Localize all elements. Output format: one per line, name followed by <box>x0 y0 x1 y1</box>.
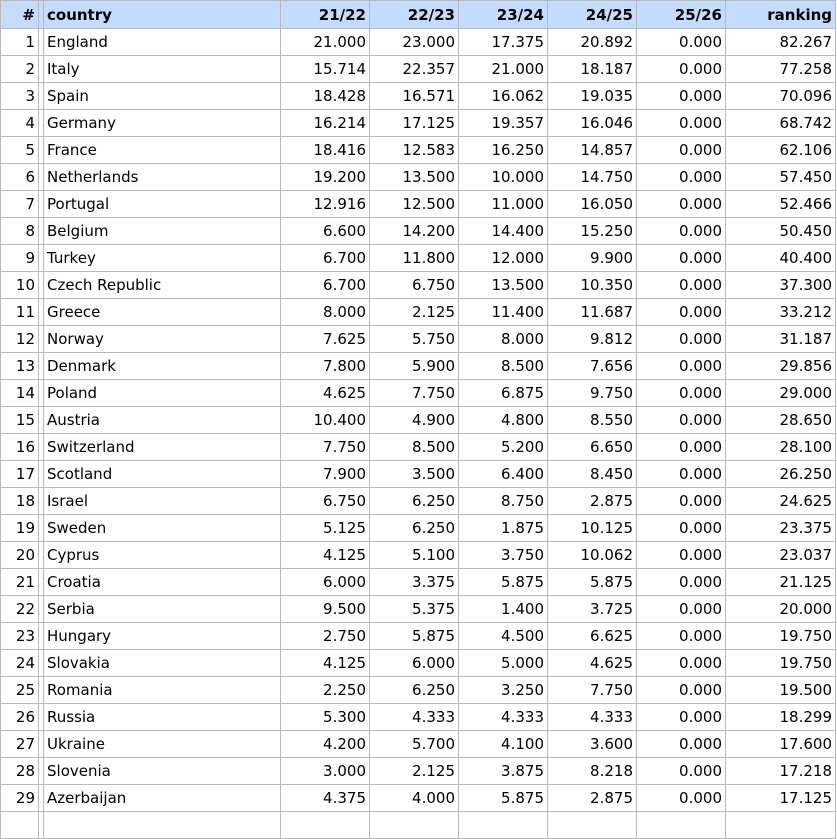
cell-season-22-23: 4.333 <box>370 704 459 731</box>
cell-season-21-22: 16.214 <box>281 110 370 137</box>
cell-season-22-23: 3.375 <box>370 569 459 596</box>
cell-season-22-23: 14.200 <box>370 218 459 245</box>
cell-season-21-22: 6.750 <box>281 488 370 515</box>
cell-season-22-23: 5.700 <box>370 731 459 758</box>
cell-number: 25 <box>1 677 39 704</box>
cell-season-23-24: 21.000 <box>459 56 548 83</box>
cell-ranking: 29.856 <box>726 353 836 380</box>
cell-season-21-22: 7.625 <box>281 326 370 353</box>
cell-country: Serbia <box>44 596 281 623</box>
cell-season-21-22: 8.000 <box>281 299 370 326</box>
cell-season-25-26: 0.000 <box>637 245 726 272</box>
cell-season-23-24: 5.000 <box>459 650 548 677</box>
cell-season-24-25: 10.350 <box>548 272 637 299</box>
table-row[interactable] <box>1 191 836 218</box>
cell-season-22-23: 2.125 <box>370 758 459 785</box>
cell-season-23-24: 17.375 <box>459 29 548 56</box>
cell-season-21-22: 7.750 <box>281 434 370 461</box>
table-row[interactable] <box>1 758 836 785</box>
cell-season-25-26: 0.000 <box>637 596 726 623</box>
cell-season-22-23: 5.750 <box>370 326 459 353</box>
cell-season-22-23: 6.250 <box>370 677 459 704</box>
cell-season-22-23: 23.000 <box>370 29 459 56</box>
cell-number: 13 <box>1 353 39 380</box>
cell-season-25-26: 0.000 <box>637 137 726 164</box>
cell-season-22-23: 8.500 <box>370 434 459 461</box>
cell-season-24-25: 16.050 <box>548 191 637 218</box>
cell-season-25-26: 0.000 <box>637 569 726 596</box>
cell-ranking: 24.625 <box>726 488 836 515</box>
cell-season-22-23: 6.250 <box>370 515 459 542</box>
cell-ranking: 68.742 <box>726 110 836 137</box>
cell-season-24-25: 8.550 <box>548 407 637 434</box>
cell-season-24-25: 8.218 <box>548 758 637 785</box>
cell-number: 9 <box>1 245 39 272</box>
cell-number: 5 <box>1 137 39 164</box>
table-row[interactable] <box>1 272 836 299</box>
cell-season-22-23: 5.875 <box>370 623 459 650</box>
cell-season-21-22: 6.700 <box>281 245 370 272</box>
cell-season-25-26: 0.000 <box>637 704 726 731</box>
cell-season-24-25: 9.750 <box>548 380 637 407</box>
table-row[interactable] <box>1 326 836 353</box>
cell-season-24-25: 15.250 <box>548 218 637 245</box>
cell-season-22-23: 16.571 <box>370 83 459 110</box>
cell-season-24-25: 19.035 <box>548 83 637 110</box>
cell-country: Turkey <box>44 245 281 272</box>
cell-ranking: 62.106 <box>726 137 836 164</box>
cell-ranking: 52.466 <box>726 191 836 218</box>
cell-season-22-23: 13.500 <box>370 164 459 191</box>
table-row[interactable] <box>1 137 836 164</box>
cell-number: 10 <box>1 272 39 299</box>
cell-season-25-26: 0.000 <box>637 110 726 137</box>
cell-country: Israel <box>44 488 281 515</box>
cell-season-24-25: 18.187 <box>548 56 637 83</box>
cell-season-22-23 <box>370 812 459 839</box>
cell-season-25-26: 0.000 <box>637 164 726 191</box>
table-row[interactable] <box>1 110 836 137</box>
cell-season-22-23: 6.250 <box>370 488 459 515</box>
cell-season-23-24: 5.200 <box>459 434 548 461</box>
cell-season-21-22: 9.500 <box>281 596 370 623</box>
cell-season-24-25: 3.725 <box>548 596 637 623</box>
cell-season-22-23: 6.750 <box>370 272 459 299</box>
cell-season-24-25: 8.450 <box>548 461 637 488</box>
cell-ranking: 23.037 <box>726 542 836 569</box>
cell-season-23-24: 4.333 <box>459 704 548 731</box>
cell-ranking: 17.600 <box>726 731 836 758</box>
column-header-season-24-25[interactable]: 24/25 <box>548 1 637 29</box>
cell-season-23-24: 11.400 <box>459 299 548 326</box>
cell-ranking: 82.267 <box>726 29 836 56</box>
cell-number: 12 <box>1 326 39 353</box>
cell-season-25-26: 0.000 <box>637 461 726 488</box>
cell-ranking: 28.650 <box>726 407 836 434</box>
cell-number: 19 <box>1 515 39 542</box>
cell-country: Azerbaijan <box>44 785 281 812</box>
cell-season-21-22: 15.714 <box>281 56 370 83</box>
cell-number: 21 <box>1 569 39 596</box>
cell-season-25-26: 0.000 <box>637 623 726 650</box>
cell-season-23-24: 3.250 <box>459 677 548 704</box>
table-row[interactable] <box>1 299 836 326</box>
cell-ranking: 77.258 <box>726 56 836 83</box>
cell-season-24-25: 9.900 <box>548 245 637 272</box>
cell-country: France <box>44 137 281 164</box>
cell-ranking: 17.125 <box>726 785 836 812</box>
cell-ranking: 37.300 <box>726 272 836 299</box>
cell-ranking: 40.400 <box>726 245 836 272</box>
cell-number: 3 <box>1 83 39 110</box>
cell-country: Poland <box>44 380 281 407</box>
cell-country: Norway <box>44 326 281 353</box>
cell-season-21-22 <box>281 812 370 839</box>
cell-season-24-25: 7.656 <box>548 353 637 380</box>
cell-ranking: 18.299 <box>726 704 836 731</box>
table-body <box>1 29 836 839</box>
cell-season-25-26: 0.000 <box>637 731 726 758</box>
table-row[interactable] <box>1 569 836 596</box>
cell-season-21-22: 5.300 <box>281 704 370 731</box>
cell-season-21-22: 4.375 <box>281 785 370 812</box>
cell-season-22-23: 5.900 <box>370 353 459 380</box>
cell-season-25-26: 0.000 <box>637 326 726 353</box>
cell-season-21-22: 4.125 <box>281 542 370 569</box>
cell-season-23-24: 4.500 <box>459 623 548 650</box>
cell-season-23-24: 12.000 <box>459 245 548 272</box>
cell-season-23-24: 14.400 <box>459 218 548 245</box>
cell-country: England <box>44 29 281 56</box>
cell-season-21-22: 10.400 <box>281 407 370 434</box>
cell-season-25-26: 0.000 <box>637 488 726 515</box>
cell-season-24-25: 14.750 <box>548 164 637 191</box>
cell-number <box>1 812 39 839</box>
cell-season-22-23: 12.583 <box>370 137 459 164</box>
cell-season-21-22: 21.000 <box>281 29 370 56</box>
cell-ranking: 57.450 <box>726 164 836 191</box>
cell-season-23-24: 1.400 <box>459 596 548 623</box>
cell-number: 2 <box>1 56 39 83</box>
cell-season-22-23: 7.750 <box>370 380 459 407</box>
cell-season-23-24: 6.875 <box>459 380 548 407</box>
cell-season-23-24: 1.875 <box>459 515 548 542</box>
table-row[interactable] <box>1 785 836 812</box>
cell-season-23-24: 5.875 <box>459 785 548 812</box>
cell-ranking: 33.212 <box>726 299 836 326</box>
cell-season-24-25: 2.875 <box>548 488 637 515</box>
cell-season-24-25: 20.892 <box>548 29 637 56</box>
cell-country: Netherlands <box>44 164 281 191</box>
cell-season-24-25 <box>548 812 637 839</box>
cell-season-21-22: 5.125 <box>281 515 370 542</box>
cell-country: Hungary <box>44 623 281 650</box>
cell-season-25-26: 0.000 <box>637 542 726 569</box>
cell-country <box>44 812 281 839</box>
cell-season-23-24: 5.875 <box>459 569 548 596</box>
cell-country: Slovenia <box>44 758 281 785</box>
cell-season-22-23: 4.900 <box>370 407 459 434</box>
cell-season-22-23: 17.125 <box>370 110 459 137</box>
cell-season-22-23: 2.125 <box>370 299 459 326</box>
cell-country: Czech Republic <box>44 272 281 299</box>
cell-number: 20 <box>1 542 39 569</box>
table-row[interactable] <box>1 515 836 542</box>
cell-season-22-23: 4.000 <box>370 785 459 812</box>
cell-season-21-22: 18.416 <box>281 137 370 164</box>
cell-country: Ukraine <box>44 731 281 758</box>
cell-season-24-25: 4.333 <box>548 704 637 731</box>
cell-season-23-24: 13.500 <box>459 272 548 299</box>
cell-ranking: 26.250 <box>726 461 836 488</box>
table-row[interactable] <box>1 245 836 272</box>
cell-season-21-22: 7.900 <box>281 461 370 488</box>
cell-season-23-24: 4.800 <box>459 407 548 434</box>
cell-season-25-26: 0.000 <box>637 758 726 785</box>
cell-season-25-26: 0.000 <box>637 272 726 299</box>
cell-season-23-24: 8.500 <box>459 353 548 380</box>
cell-number: 11 <box>1 299 39 326</box>
cell-country: Austria <box>44 407 281 434</box>
cell-season-23-24: 8.000 <box>459 326 548 353</box>
cell-season-25-26 <box>637 812 726 839</box>
cell-country: Sweden <box>44 515 281 542</box>
cell-season-24-25: 6.650 <box>548 434 637 461</box>
column-header-season-21-22[interactable]: 21/22 <box>281 1 370 29</box>
cell-season-25-26: 0.000 <box>637 434 726 461</box>
table-row[interactable] <box>1 461 836 488</box>
table-row[interactable] <box>1 623 836 650</box>
column-header-number[interactable]: # <box>1 1 39 29</box>
cell-number: 6 <box>1 164 39 191</box>
cell-number: 8 <box>1 218 39 245</box>
cell-season-25-26: 0.000 <box>637 83 726 110</box>
cell-number: 4 <box>1 110 39 137</box>
cell-country: Greece <box>44 299 281 326</box>
cell-season-23-24: 4.100 <box>459 731 548 758</box>
cell-season-21-22: 18.428 <box>281 83 370 110</box>
table-row[interactable] <box>1 704 836 731</box>
cell-country: Portugal <box>44 191 281 218</box>
cell-season-21-22: 2.250 <box>281 677 370 704</box>
cell-season-25-26: 0.000 <box>637 785 726 812</box>
cell-country: Germany <box>44 110 281 137</box>
cell-season-24-25: 3.600 <box>548 731 637 758</box>
cell-season-24-25: 2.875 <box>548 785 637 812</box>
cell-country: Denmark <box>44 353 281 380</box>
cell-season-25-26: 0.000 <box>637 191 726 218</box>
cell-season-24-25: 10.125 <box>548 515 637 542</box>
cell-season-22-23: 5.100 <box>370 542 459 569</box>
table-row[interactable] <box>1 650 836 677</box>
cell-season-23-24: 19.357 <box>459 110 548 137</box>
cell-season-25-26: 0.000 <box>637 380 726 407</box>
cell-ranking: 23.375 <box>726 515 836 542</box>
cell-season-21-22: 4.125 <box>281 650 370 677</box>
cell-season-21-22: 7.800 <box>281 353 370 380</box>
cell-season-23-24: 16.250 <box>459 137 548 164</box>
cell-season-23-24: 16.062 <box>459 83 548 110</box>
cell-season-21-22: 19.200 <box>281 164 370 191</box>
cell-season-23-24: 3.750 <box>459 542 548 569</box>
cell-season-25-26: 0.000 <box>637 515 726 542</box>
cell-season-23-24: 11.000 <box>459 191 548 218</box>
cell-season-21-22: 2.750 <box>281 623 370 650</box>
cell-country: Italy <box>44 56 281 83</box>
cell-country: Croatia <box>44 569 281 596</box>
cell-ranking: 17.218 <box>726 758 836 785</box>
table-row[interactable] <box>1 56 836 83</box>
cell-season-21-22: 3.000 <box>281 758 370 785</box>
cell-country: Switzerland <box>44 434 281 461</box>
table-row[interactable] <box>1 812 836 839</box>
cell-number: 1 <box>1 29 39 56</box>
cell-ranking: 20.000 <box>726 596 836 623</box>
cell-season-24-25: 5.875 <box>548 569 637 596</box>
table-row[interactable] <box>1 83 836 110</box>
header-row <box>1 1 836 29</box>
cell-ranking: 19.750 <box>726 623 836 650</box>
cell-season-25-26: 0.000 <box>637 407 726 434</box>
cell-season-21-22: 6.600 <box>281 218 370 245</box>
cell-season-24-25: 11.687 <box>548 299 637 326</box>
cell-number: 15 <box>1 407 39 434</box>
cell-season-25-26: 0.000 <box>637 650 726 677</box>
cell-season-23-24 <box>459 812 548 839</box>
cell-number: 14 <box>1 380 39 407</box>
cell-ranking <box>726 812 836 839</box>
cell-number: 27 <box>1 731 39 758</box>
column-header-season-23-24[interactable]: 23/24 <box>459 1 548 29</box>
cell-season-25-26: 0.000 <box>637 299 726 326</box>
cell-season-21-22: 6.000 <box>281 569 370 596</box>
cell-ranking: 21.125 <box>726 569 836 596</box>
table-row[interactable] <box>1 353 836 380</box>
cell-season-25-26: 0.000 <box>637 353 726 380</box>
column-header-season-25-26[interactable]: 25/26 <box>637 1 726 29</box>
table-row[interactable] <box>1 677 836 704</box>
cell-season-21-22: 4.200 <box>281 731 370 758</box>
cell-season-23-24: 8.750 <box>459 488 548 515</box>
cell-country: Belgium <box>44 218 281 245</box>
cell-season-24-25: 7.750 <box>548 677 637 704</box>
cell-ranking: 70.096 <box>726 83 836 110</box>
cell-season-23-24: 10.000 <box>459 164 548 191</box>
table-row[interactable] <box>1 164 836 191</box>
cell-season-21-22: 4.625 <box>281 380 370 407</box>
cell-number: 22 <box>1 596 39 623</box>
cell-number: 23 <box>1 623 39 650</box>
cell-number: 29 <box>1 785 39 812</box>
cell-country: Spain <box>44 83 281 110</box>
cell-season-23-24: 3.875 <box>459 758 548 785</box>
table-header <box>1 1 836 29</box>
cell-number: 24 <box>1 650 39 677</box>
cell-season-25-26: 0.000 <box>637 29 726 56</box>
table-row[interactable] <box>1 434 836 461</box>
cell-ranking: 19.500 <box>726 677 836 704</box>
cell-country: Romania <box>44 677 281 704</box>
table-row[interactable] <box>1 407 836 434</box>
cell-season-24-25: 14.857 <box>548 137 637 164</box>
cell-country: Scotland <box>44 461 281 488</box>
cell-season-22-23: 5.375 <box>370 596 459 623</box>
cell-country: Cyprus <box>44 542 281 569</box>
table-row[interactable] <box>1 731 836 758</box>
column-header-season-22-23[interactable]: 22/23 <box>370 1 459 29</box>
cell-season-24-25: 10.062 <box>548 542 637 569</box>
cell-season-25-26: 0.000 <box>637 56 726 83</box>
cell-season-21-22: 12.916 <box>281 191 370 218</box>
cell-number: 17 <box>1 461 39 488</box>
cell-season-22-23: 6.000 <box>370 650 459 677</box>
cell-season-25-26: 0.000 <box>637 677 726 704</box>
column-header-ranking[interactable]: ranking <box>726 1 836 29</box>
cell-ranking: 29.000 <box>726 380 836 407</box>
cell-ranking: 50.450 <box>726 218 836 245</box>
cell-season-23-24: 6.400 <box>459 461 548 488</box>
cell-number: 28 <box>1 758 39 785</box>
cell-ranking: 31.187 <box>726 326 836 353</box>
cell-ranking: 28.100 <box>726 434 836 461</box>
cell-season-24-25: 16.046 <box>548 110 637 137</box>
table-row[interactable] <box>1 218 836 245</box>
cell-number: 7 <box>1 191 39 218</box>
cell-season-24-25: 6.625 <box>548 623 637 650</box>
column-header-country[interactable]: country <box>44 1 281 29</box>
cell-season-22-23: 3.500 <box>370 461 459 488</box>
table-row[interactable] <box>1 380 836 407</box>
cell-season-22-23: 12.500 <box>370 191 459 218</box>
cell-season-21-22: 6.700 <box>281 272 370 299</box>
cell-country: Slovakia <box>44 650 281 677</box>
table-row[interactable] <box>1 488 836 515</box>
table-row[interactable] <box>1 29 836 56</box>
cell-season-22-23: 11.800 <box>370 245 459 272</box>
cell-season-25-26: 0.000 <box>637 218 726 245</box>
cell-number: 26 <box>1 704 39 731</box>
cell-number: 18 <box>1 488 39 515</box>
cell-number: 16 <box>1 434 39 461</box>
cell-ranking: 19.750 <box>726 650 836 677</box>
cell-season-22-23: 22.357 <box>370 56 459 83</box>
table-row[interactable] <box>1 542 836 569</box>
cell-country: Russia <box>44 704 281 731</box>
cell-season-24-25: 4.625 <box>548 650 637 677</box>
table-row[interactable] <box>1 596 836 623</box>
cell-season-24-25: 9.812 <box>548 326 637 353</box>
